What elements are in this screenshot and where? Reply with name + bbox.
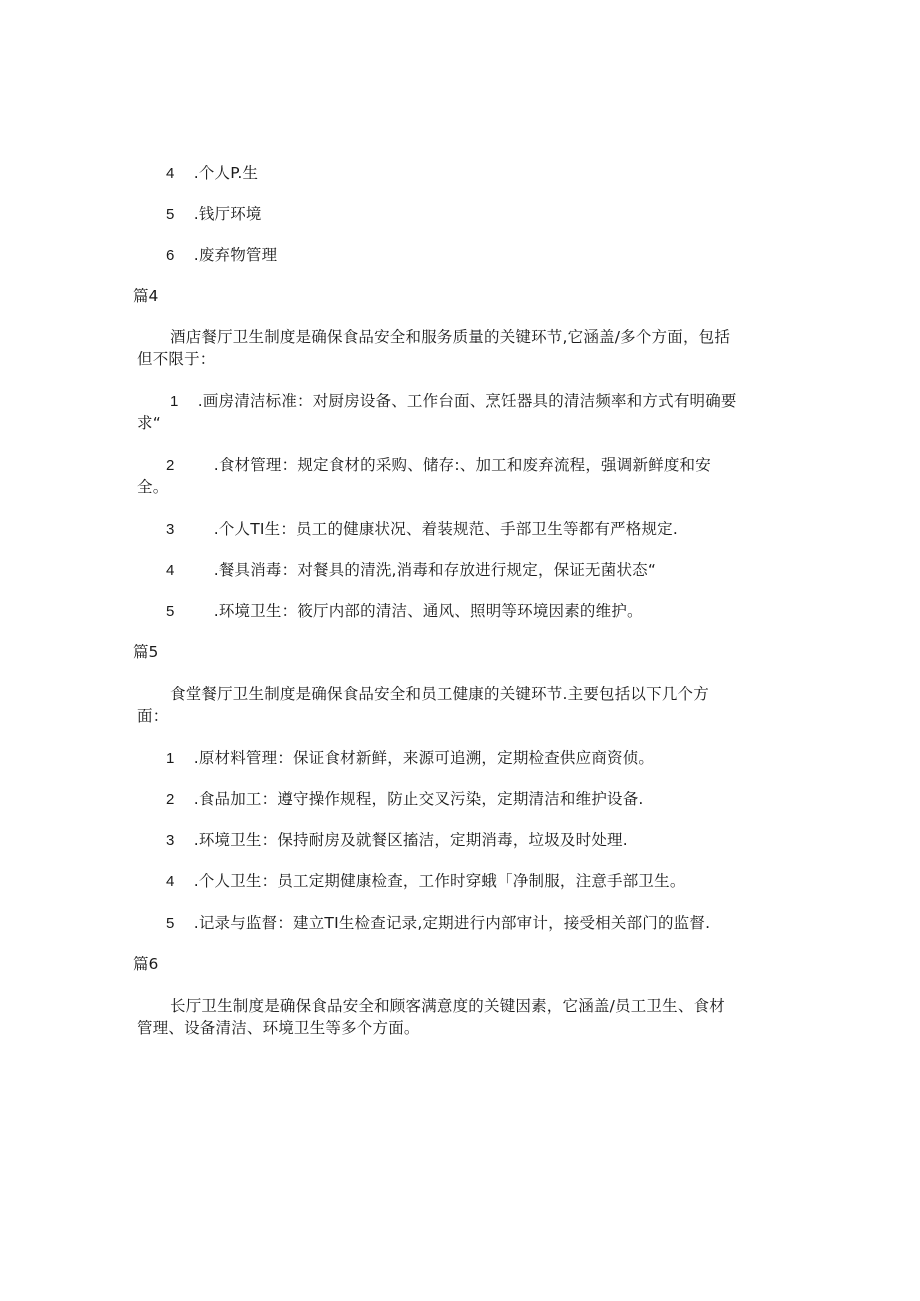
list-item (166, 560, 656, 581)
list-item-number: 4 (166, 165, 175, 182)
paragraph-line: 食堂餐厅卫生制度是确保食品安全和员工健康的关键环节.主要包括以下几个方 (170, 685, 709, 703)
list-item-text: .环境卫生：筱厅内部的清洁、通风、照明等环境因素的维护。 (213, 602, 643, 620)
list-item (166, 830, 628, 851)
list-item-text: .环境卫生：保持耐房及就餐区搐洁，定期消毒，垃圾及时处理. (193, 831, 628, 849)
list-item-number: 1 (166, 750, 175, 767)
list-item (166, 204, 262, 225)
list-item-text: .记录与监督：建立TI生检查记录,定期进行内部审计，接受相关部门的监督. (193, 914, 711, 932)
list-item (166, 163, 258, 184)
list-item-continuation: 全。 (137, 478, 169, 496)
list-item (166, 748, 654, 769)
list-item-number: 3 (166, 521, 175, 538)
list-item-text: .个人TI生：员工的健康状况、着装规范、手部卫生等都有严格规定. (213, 520, 678, 538)
list-item-number: 5 (166, 915, 175, 932)
list-item-text: .原材料管理：保证食材新鲜，来源可追溯，定期检查供应商资侦。 (193, 749, 655, 767)
list-item-number: 2 (166, 457, 175, 474)
list-item-number: 4 (166, 873, 175, 890)
list-item-text: .个人卫生：员工定期健康检查，工作时穿蛾「净制服，注意手部卫生。 (193, 872, 686, 890)
list-item (166, 245, 277, 266)
list-item (166, 789, 644, 810)
list-item (166, 871, 686, 892)
list-item (166, 519, 678, 540)
list-item-number: 3 (166, 832, 175, 849)
list-item-text: .废弃物管理 (193, 246, 278, 264)
list-item-number: 4 (166, 562, 175, 579)
paragraph-line: 但不限于： (137, 350, 216, 368)
list-item-continuation: 求“ (137, 414, 161, 432)
paragraph-line: 面： (137, 707, 169, 725)
paragraph-line: 酒店餐厅卫生制度是确保食品安全和服务质量的关键环节,它涵盖/多个方面，包括 (170, 328, 731, 346)
section-heading: 篇5 (133, 643, 159, 661)
list-item-text: .个人P.生 (193, 164, 259, 182)
paragraph-line: 管理、设备清洁、环境卫生等多个方面。 (137, 1019, 420, 1037)
list-item-number: 5 (166, 206, 175, 223)
list-item-number: 5 (166, 603, 175, 620)
list-item-text: .食品加工：遵守操作规程，防止交叉污染，定期清洁和维护设备. (193, 790, 644, 808)
section-heading: 篇6 (133, 955, 159, 973)
list-item-text: .餐具消毒：对餐具的清洗,消毒和存放进行规定，保证无菌状态“ (213, 561, 657, 579)
list-item-text: .食材管理：规定食材的采购、储存:、加工和废弃流程，强调新鲜度和安 (213, 456, 711, 474)
list-item (166, 913, 710, 934)
list-item (170, 391, 737, 412)
list-item-number: 1 (170, 393, 179, 410)
list-item-number: 2 (166, 791, 175, 808)
list-item-number: 6 (166, 247, 175, 264)
list-item-text: .画房清洁标准：对厨房设备、工作台面、烹饪器具的清洁频率和方式有明确要 (197, 392, 737, 410)
list-item-text: .钱厅环境 (193, 205, 262, 223)
list-item (166, 455, 711, 476)
paragraph-line: 长厅卫生制度是确保食品安全和顾客满意度的关键因素，它涵盖/员工卫生、食材 (170, 997, 725, 1015)
section-heading: 篇4 (133, 287, 159, 305)
list-item (166, 601, 643, 622)
